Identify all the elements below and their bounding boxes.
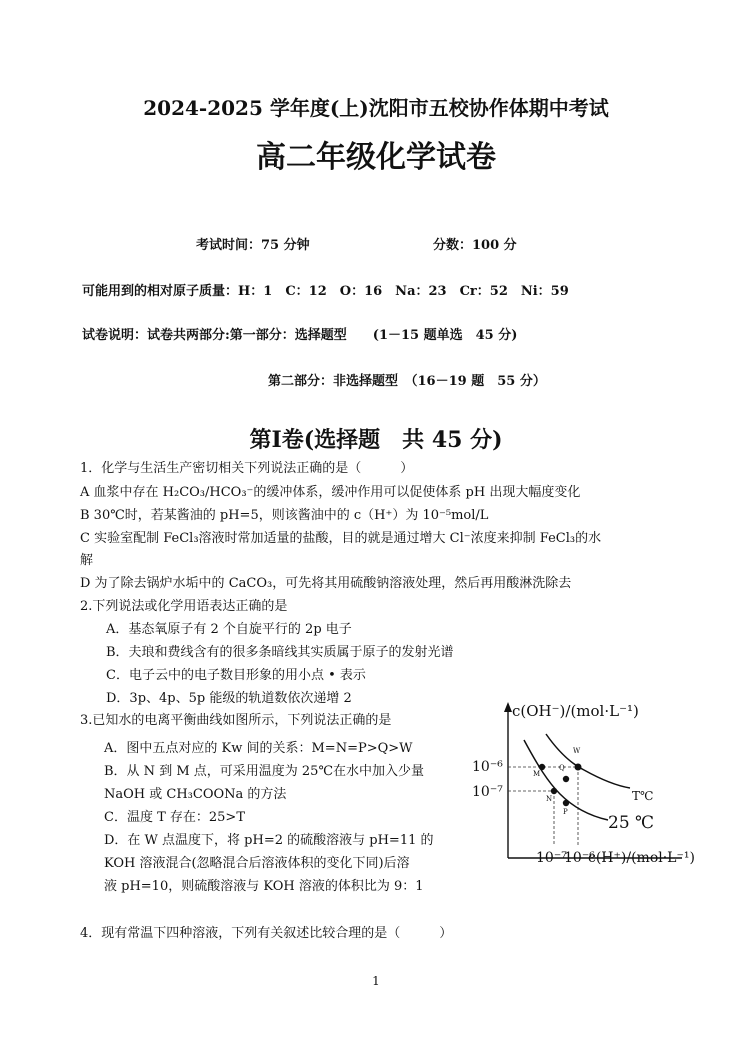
q3-option-b: B．从 N 到 M 点，可采用温度为 25℃在水中加入少量 <box>104 764 424 779</box>
exam-score: 分数：100 分 <box>433 238 517 253</box>
point-n-label: N <box>546 795 553 803</box>
q2-stem: 2.下列说法或化学用语表达正确的是 <box>80 599 288 614</box>
x-tick-1e-7: 10⁻⁷ <box>536 850 567 866</box>
q3-option-d: D．在 W 点温度下，将 pH=2 的硫酸溶液与 pH=11 的 <box>104 833 434 848</box>
q1-option-d: D 为了除去锅炉水垢中的 CaCO₃，可先将其用硫酸钠溶液处理，然后再用酸淋洗除去 <box>80 576 572 591</box>
section-title: 第Ⅰ卷(选择题 共 45 分) <box>249 427 503 453</box>
q2-option-a: A．基态氧原子有 2 个自旋平行的 2p 电子 <box>106 622 352 637</box>
point-q <box>563 776 569 782</box>
q3-option-d-cont1: KOH 溶液混合(忽略混合后溶液体积的变化下同)后溶 <box>104 856 410 871</box>
q1-stem: 1．化学与生活生产密切相关下列说法正确的是（ ） <box>80 461 414 476</box>
q4-stem: 4．现有常温下四种溶液，下列有关叙述比较合理的是（ ） <box>80 926 453 941</box>
x-axis-label: c(H⁺)/(mol·L⁻¹) <box>588 850 695 866</box>
water-ionization-figure <box>460 690 720 880</box>
curve-25c-label: 25 ℃ <box>608 813 655 833</box>
q3-option-a: A．图中五点对应的 Kw 间的关系：M=N=P>Q>W <box>104 741 413 756</box>
exam-description-part2: 第二部分：非选择题型 （16－19 题 55 分） <box>268 374 546 389</box>
curve-t-label: T℃ <box>632 789 654 803</box>
page-number: 1 <box>372 974 380 988</box>
point-w <box>575 764 582 771</box>
atomic-mass-info: 可能用到的相对原子质量：H：1 C：12 O：16 Na：23 Cr：52 Ni：59 <box>82 284 569 299</box>
point-p <box>563 800 569 806</box>
q3-option-c: C．温度 T 存在：25>T <box>104 810 245 825</box>
q3-option-d-cont2: 液 pH=10，则硫酸溶液与 KOH 溶液的体积比为 9：1 <box>104 879 424 894</box>
point-m-label: M <box>533 770 541 778</box>
q2-option-d: D．3p、4p、5p 能级的轨道数依次递增 2 <box>106 691 352 706</box>
q1-option-a: A 血浆中存在 H₂CO₃/HCO₃⁻的缓冲体系，缓冲作用可以促使体系 pH 出现大幅度变化 <box>80 485 581 500</box>
q1-option-c: C 实验室配制 FeCl₃溶液时常加适量的盐酸，目的就是通过增大 Cl⁻浓度来抑制 FeCl₃的水 <box>80 531 602 546</box>
curve-t <box>546 734 630 788</box>
point-q-label: Q <box>559 764 565 772</box>
x-tick-1e-6: 10⁻⁶ <box>564 850 595 866</box>
point-n <box>551 788 557 794</box>
q2-option-b: B．夫琅和费线含有的很多条暗线其实质属于原子的发射光谱 <box>106 645 454 660</box>
exam-subtitle: 高二年级化学试卷 <box>256 140 496 175</box>
y-tick-1e-7: 10⁻⁷ <box>472 784 503 800</box>
q3-option-b-cont: NaOH 或 CH₃COONa 的方法 <box>104 787 287 802</box>
q1-option-b: B 30℃时，若某酱油的 pH=5，则该酱油中的 c（H⁺）为 10⁻⁵mol/L <box>80 508 489 523</box>
y-tick-1e-6: 10⁻⁶ <box>472 759 503 775</box>
exam-description-part1: 试卷说明：试卷共两部分:第一部分：选择题型 (1－15 题单选 45 分) <box>82 328 518 343</box>
y-axis-label: c(OH⁻)/(mol·L⁻¹) <box>512 702 639 720</box>
q3-stem: 3.已知水的电离平衡曲线如图所示，下列说法正确的是 <box>80 713 392 728</box>
exam-title: 2024-2025 学年度(上)沈阳市五校协作体期中考试 <box>143 96 609 120</box>
point-w-label: W <box>573 747 581 755</box>
exam-time: 考试时间：75 分钟 <box>196 238 310 253</box>
q2-option-c: C．电子云中的电子数目形象的用小点 • 表示 <box>106 668 366 683</box>
q1-option-c-cont: 解 <box>80 553 94 568</box>
y-axis-arrow <box>504 702 512 712</box>
point-p-label: P <box>563 808 568 816</box>
